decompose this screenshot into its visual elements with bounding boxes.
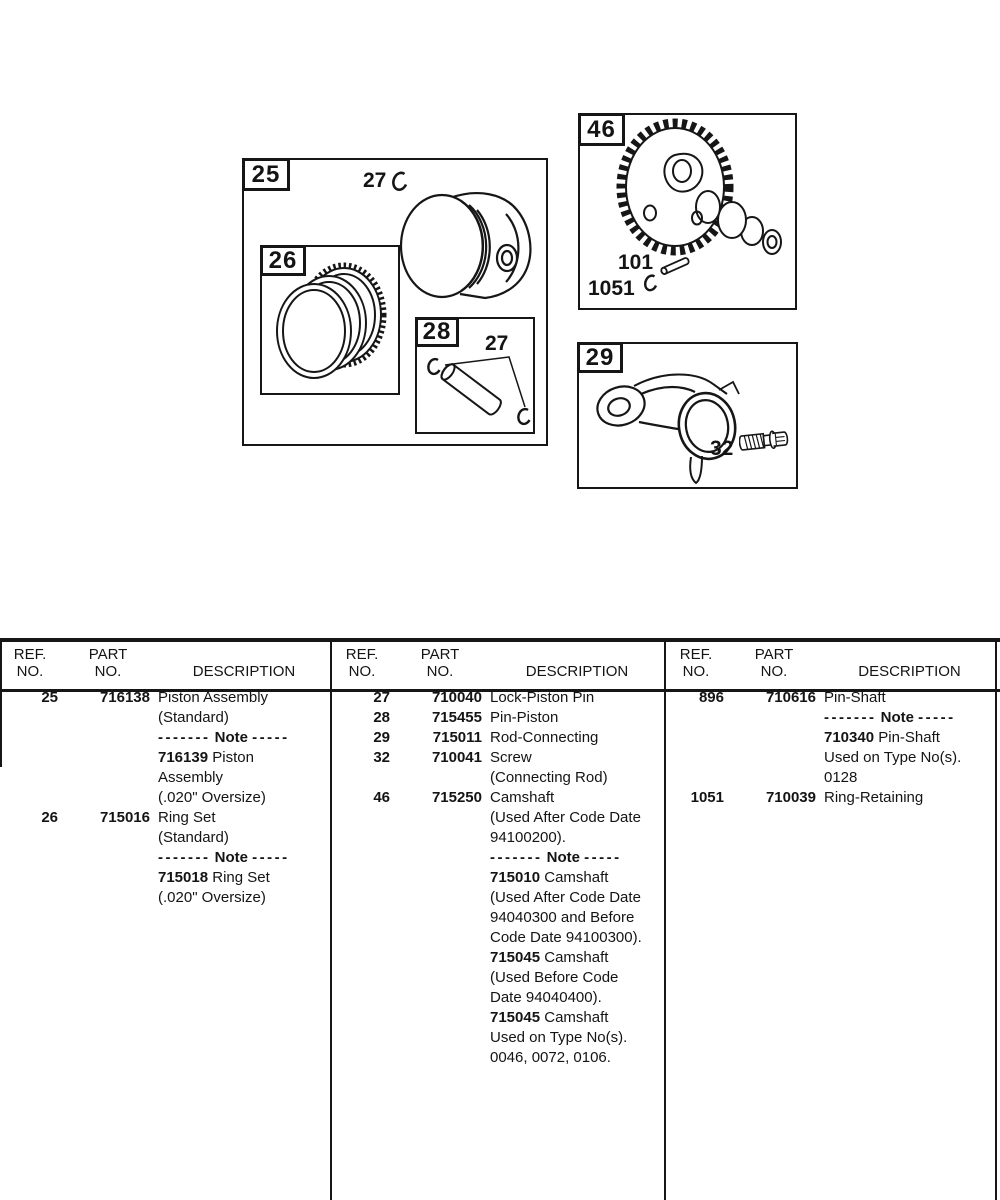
piston-pin-illustration xyxy=(417,319,537,436)
ref-no-cell xyxy=(2,728,58,748)
ref-no-cell xyxy=(668,728,724,748)
header-description: DESCRIPTION xyxy=(192,663,296,680)
diagram-box-piston-assembly xyxy=(242,158,548,446)
pin-icon xyxy=(658,255,692,277)
description-cell: Used on Type No(s). xyxy=(490,1029,628,1046)
part-no-cell xyxy=(398,868,482,888)
part-no-cell: 710616 xyxy=(765,689,816,706)
ref-no-cell xyxy=(2,888,58,908)
rod-screw-icon xyxy=(739,428,797,456)
ref-no-cell xyxy=(2,708,58,728)
parts-column-2 xyxy=(334,642,664,1200)
parts-column-1 xyxy=(2,642,330,1200)
ref-no-cell xyxy=(334,1048,390,1068)
description-cell: 715018 Ring Set xyxy=(158,869,270,886)
description-cell: 94100200). xyxy=(490,829,566,846)
callout-label: 28 xyxy=(422,318,452,345)
part-no-cell xyxy=(398,1028,482,1048)
parts-row xyxy=(2,688,330,708)
parts-table-header xyxy=(334,642,664,680)
description-cell: (.020" Oversize) xyxy=(158,889,266,906)
description-cell: (Used After Code Date xyxy=(490,809,641,826)
part-no-cell xyxy=(732,708,816,728)
ref-no-cell: 1051 xyxy=(690,789,724,806)
part-no-cell: 710041 xyxy=(431,749,482,766)
description-cell: (Connecting Rod) xyxy=(490,769,608,786)
ref-no-cell xyxy=(2,788,58,808)
part-no-cell: 716138 xyxy=(99,689,150,706)
ref-no-cell xyxy=(668,768,724,788)
parts-row xyxy=(334,928,664,948)
description-cell: Piston Assembly xyxy=(158,689,269,706)
part-no-cell xyxy=(66,748,150,768)
ref-no-cell xyxy=(334,888,390,908)
part-no-cell xyxy=(732,768,816,788)
part-no-cell xyxy=(398,1048,482,1068)
part-no-cell xyxy=(66,848,150,868)
part-no-cell xyxy=(398,848,482,868)
parts-list-body xyxy=(668,688,995,808)
description-cell: Code Date 94100300). xyxy=(490,929,642,946)
description-cell: 715045 Camshaft xyxy=(490,1009,609,1026)
header-description: DESCRIPTION xyxy=(525,663,629,680)
description-cell: ------- Note ----- xyxy=(490,849,622,866)
description-cell: (Used After Code Date xyxy=(490,889,641,906)
ref-no-cell xyxy=(334,808,390,828)
parts-row xyxy=(334,888,664,908)
description-cell: Used on Type No(s). xyxy=(824,749,962,766)
ref-no-cell: 27 xyxy=(373,689,390,706)
part-no-cell: 715011 xyxy=(432,729,482,746)
ref-no-cell xyxy=(334,988,390,1008)
parts-row xyxy=(668,788,995,808)
part-no-cell: 710040 xyxy=(431,689,482,706)
ref-no-cell xyxy=(2,848,58,868)
part-no-cell xyxy=(66,708,150,728)
ref-no-cell: 896 xyxy=(698,689,724,706)
parts-row xyxy=(334,868,664,888)
parts-row xyxy=(2,868,330,888)
callout-101: 101 xyxy=(618,251,654,274)
part-no-cell xyxy=(398,928,482,948)
parts-row xyxy=(668,688,995,708)
ref-no-cell: 32 xyxy=(373,749,390,766)
part-no-cell xyxy=(398,948,482,968)
ref-no-cell xyxy=(2,828,58,848)
ref-no-cell: 46 xyxy=(373,789,390,806)
parts-row xyxy=(334,808,664,828)
ref-no-cell xyxy=(334,968,390,988)
connecting-rod-illustration xyxy=(579,344,800,491)
parts-row xyxy=(334,968,664,988)
description-cell: (Standard) xyxy=(158,829,229,846)
ref-no-cell xyxy=(2,768,58,788)
piston-rings-illustration xyxy=(262,247,402,397)
callout-label: 29 xyxy=(585,343,615,371)
description-cell: Camshaft xyxy=(490,789,555,806)
description-cell: Ring-Retaining xyxy=(824,789,924,806)
parts-column-3 xyxy=(668,642,995,1200)
description-cell: 0046, 0072, 0106. xyxy=(490,1049,611,1066)
ref-no-cell xyxy=(2,748,58,768)
parts-row xyxy=(2,788,330,808)
part-no-cell xyxy=(398,768,482,788)
header-ref-no: REF. NO. xyxy=(345,646,379,680)
parts-row xyxy=(2,728,330,748)
part-no-cell: 710039 xyxy=(765,789,816,806)
parts-row xyxy=(2,888,330,908)
table-divider-2 xyxy=(664,642,666,1200)
parts-row xyxy=(334,708,664,728)
part-no-cell: 715016 xyxy=(99,809,150,826)
description-cell: Lock-Piston Pin xyxy=(490,689,595,706)
parts-row xyxy=(334,908,664,928)
parts-row xyxy=(334,1048,664,1068)
parts-row xyxy=(2,708,330,728)
ref-no-cell xyxy=(668,748,724,768)
part-no-cell xyxy=(398,968,482,988)
parts-row xyxy=(2,748,330,768)
ref-no-cell xyxy=(334,1028,390,1048)
part-no-cell xyxy=(732,728,816,748)
part-no-cell xyxy=(398,888,482,908)
parts-row xyxy=(334,848,664,868)
part-no-cell xyxy=(66,888,150,908)
parts-row xyxy=(334,988,664,1008)
table-divider-1 xyxy=(330,642,332,1200)
description-cell: Date 94040400). xyxy=(490,989,602,1006)
description-cell: 0128 xyxy=(824,769,858,786)
description-cell: (.020" Oversize) xyxy=(158,789,266,806)
parts-row xyxy=(668,748,995,768)
callout-label: 46 xyxy=(587,115,616,143)
parts-list-body xyxy=(334,688,664,1068)
part-no-cell: 715455 xyxy=(431,709,482,726)
parts-row xyxy=(334,688,664,708)
ref-no-cell xyxy=(334,768,390,788)
ref-no-cell xyxy=(334,868,390,888)
ref-no-cell xyxy=(334,848,390,868)
part-no-cell xyxy=(398,1008,482,1028)
part-no-cell xyxy=(66,788,150,808)
parts-row xyxy=(334,1028,664,1048)
parts-table xyxy=(0,638,1000,1200)
part-no-cell xyxy=(398,828,482,848)
description-cell: 715045 Camshaft xyxy=(490,949,609,966)
parts-row xyxy=(334,948,664,968)
description-cell: Assembly xyxy=(158,769,224,786)
parts-row xyxy=(2,828,330,848)
description-cell: (Standard) xyxy=(158,709,229,726)
parts-row xyxy=(2,848,330,868)
header-ref-no: REF. NO. xyxy=(679,646,713,680)
part-no-cell xyxy=(398,808,482,828)
ref-no-cell xyxy=(668,708,724,728)
parts-row xyxy=(334,828,664,848)
header-part-no: PART NO. xyxy=(754,646,794,680)
header-part-no: PART NO. xyxy=(88,646,128,680)
parts-row xyxy=(334,1008,664,1028)
parts-row xyxy=(334,748,664,768)
callout-27: 27 xyxy=(363,169,387,192)
part-no-cell xyxy=(398,908,482,928)
part-no-cell: 715250 xyxy=(431,789,482,806)
parts-row xyxy=(668,708,995,728)
parts-list-body xyxy=(2,688,330,908)
ref-no-cell: 28 xyxy=(373,709,390,726)
header-part-no: PART NO. xyxy=(420,646,460,680)
header-description: DESCRIPTION xyxy=(858,663,961,680)
part-no-cell xyxy=(66,868,150,888)
description-cell: Ring Set xyxy=(158,809,216,826)
description-cell: Pin-Piston xyxy=(490,709,559,726)
description-cell: (Used Before Code xyxy=(490,969,619,986)
description-cell: 716139 Piston xyxy=(158,749,254,766)
description-cell: Rod-Connecting xyxy=(490,729,599,746)
description-cell: Screw xyxy=(490,749,532,766)
callout-label: 26 xyxy=(268,246,298,274)
description-cell: 710340 Pin-Shaft xyxy=(824,729,940,746)
description-cell: 715010 Camshaft xyxy=(490,869,609,886)
diagram-box-piston-pin xyxy=(415,317,535,434)
ref-no-cell xyxy=(334,828,390,848)
part-no-cell xyxy=(732,748,816,768)
description-cell: ------- Note ----- xyxy=(158,729,290,746)
ref-no-cell xyxy=(334,908,390,928)
ref-no-cell: 25 xyxy=(41,689,58,706)
parts-row xyxy=(334,728,664,748)
diagram-box-connecting-rod xyxy=(577,342,798,489)
ref-no-cell: 26 xyxy=(41,809,58,826)
ref-no-cell xyxy=(334,928,390,948)
parts-row xyxy=(2,768,330,788)
header-ref-no: REF. NO. xyxy=(13,646,47,680)
diagram-box-camshaft xyxy=(578,113,797,310)
diagram-box-ring-set xyxy=(260,245,400,395)
part-no-cell xyxy=(66,768,150,788)
description-cell: 94040300 and Before xyxy=(490,909,635,926)
part-no-cell xyxy=(66,728,150,748)
parts-row xyxy=(668,768,995,788)
table-right-rule xyxy=(995,642,997,1200)
callout-32: 32 xyxy=(710,437,734,460)
part-no-cell xyxy=(66,828,150,848)
parts-row xyxy=(334,788,664,808)
callout-label: 25 xyxy=(251,160,281,188)
ref-no-cell: 29 xyxy=(373,729,390,746)
ref-no-cell xyxy=(2,868,58,888)
description-cell: Pin-Shaft xyxy=(824,689,886,706)
parts-table-header xyxy=(2,642,330,680)
ref-no-cell xyxy=(334,1008,390,1028)
parts-row xyxy=(2,808,330,828)
callout-1051: 1051 xyxy=(588,277,635,300)
parts-row xyxy=(668,728,995,748)
description-cell: ------- Note ----- xyxy=(824,709,956,726)
retaining-ring-icon xyxy=(642,273,660,295)
part-no-cell xyxy=(398,988,482,1008)
ref-no-cell xyxy=(334,948,390,968)
description-cell: ------- Note ----- xyxy=(158,849,290,866)
callout-27-pin: 27 xyxy=(485,332,509,355)
parts-table-header xyxy=(668,642,995,680)
parts-row xyxy=(334,768,664,788)
